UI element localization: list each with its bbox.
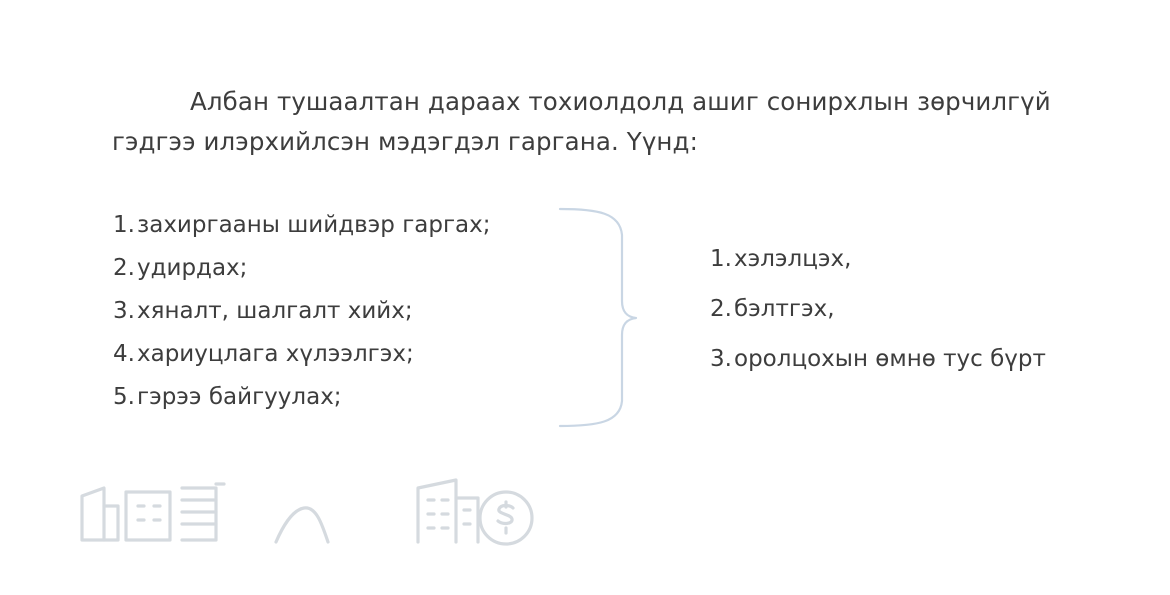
- list-item-number: 3.: [113, 298, 135, 324]
- list-item-label: гэрээ байгуулах;: [137, 384, 342, 410]
- list-item: [710, 348, 1140, 371]
- list-item: [113, 300, 593, 323]
- list-item-number: 2.: [710, 296, 732, 322]
- list-item: [113, 343, 593, 366]
- right-list: [710, 248, 1140, 398]
- hill-outline-icon: [276, 508, 328, 542]
- list-item-label: хяналт, шалгалт хийх;: [137, 298, 413, 324]
- list-item-number: 4.: [113, 341, 135, 367]
- list-item-number: 3.: [710, 346, 732, 372]
- list-item: [113, 257, 593, 280]
- list-item: [710, 248, 1140, 271]
- list-item-label: удирдах;: [137, 255, 248, 281]
- decorative-artwork: [70, 462, 560, 562]
- bank-with-dollar-icon: [418, 480, 532, 544]
- building-outline-icon: [82, 484, 224, 540]
- list-item-label: захиргааны шийдвэр гаргах;: [137, 212, 491, 238]
- list-item-number: 5.: [113, 384, 135, 410]
- right-curly-brace-icon: [558, 205, 648, 430]
- intro-paragraph-text: Албан тушаалтан дараах тохиолдолд ашиг сонирхлын зөрчилгүй гэдгээ илэрхийлсэн мэдэгдэл гаргана. Үүнд:: [112, 87, 1051, 156]
- list-item-label: хариуцлага хүлээлгэх;: [137, 341, 414, 367]
- list-item-number: 1.: [113, 212, 135, 238]
- list-item-label: бэлтгэх,: [734, 296, 835, 322]
- list-item-number: 1.: [710, 246, 732, 272]
- list-item-label: оролцохын өмнө тус бүрт: [734, 346, 1046, 372]
- list-item: [113, 214, 593, 237]
- list-item: [710, 298, 1140, 321]
- list-item-label: хэлэлцэх,: [734, 246, 852, 272]
- left-list: [113, 214, 593, 429]
- list-item-number: 2.: [113, 255, 135, 281]
- intro-paragraph: [112, 82, 1112, 161]
- list-item: [113, 386, 593, 409]
